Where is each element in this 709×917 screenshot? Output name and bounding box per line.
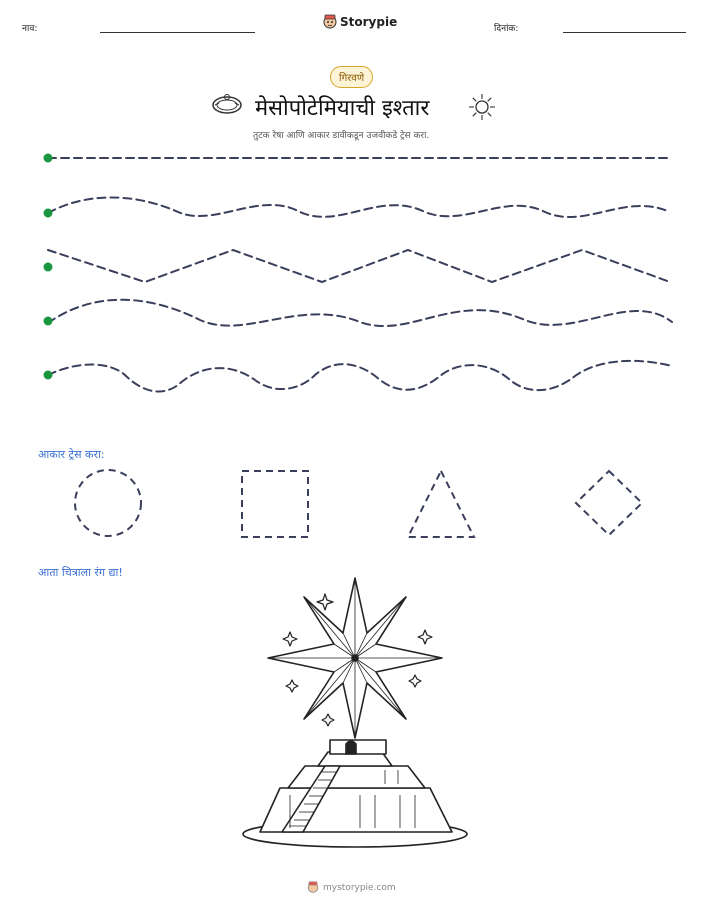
page-title: मेसोपोटेमियाची इश्तार [255,96,430,121]
start-dot [44,209,53,218]
start-dot [44,154,53,163]
trace-diamond [576,471,642,535]
trace-line-zigzag [48,250,670,282]
date-label: दिनांक: [494,24,519,34]
eight-pointed-star-icon [268,578,442,738]
color-heading: आता चित्राला रंग द्या! [38,566,123,579]
trace-circle [75,470,141,536]
name-field[interactable] [100,32,255,33]
trace-shapes [0,465,709,545]
ring-icon [211,94,243,116]
storypie-mascot-icon [323,14,337,30]
trace-line-deep-wave [48,361,672,392]
brand-logo [323,14,397,30]
category-badge: गिरवणे [330,66,373,88]
shapes-heading: आकार ट्रेस करा: [38,448,105,461]
instructions-subtitle: तुटक रेषा आणि आकार डावीकडून उजवीकडे ट्रेस करा. [253,131,430,141]
ishtar-coloring-picture [230,570,480,855]
trace-line-gentle-wave [48,197,670,217]
footer [307,881,396,894]
trace-triangle [408,471,474,537]
sun-icon [468,93,496,121]
start-dot [44,317,53,326]
trace-square [242,471,308,537]
date-field[interactable] [563,32,686,33]
brand-name: Storypie [340,15,398,29]
name-label: नाव: [22,24,38,34]
start-dot [44,371,53,380]
storypie-mascot-icon [307,881,319,894]
footer-url[interactable]: mystorypie.com [323,882,396,893]
start-dot [44,263,53,272]
trace-line-wave [48,300,672,326]
ziggurat-icon [260,740,452,832]
trace-lines [0,140,709,390]
